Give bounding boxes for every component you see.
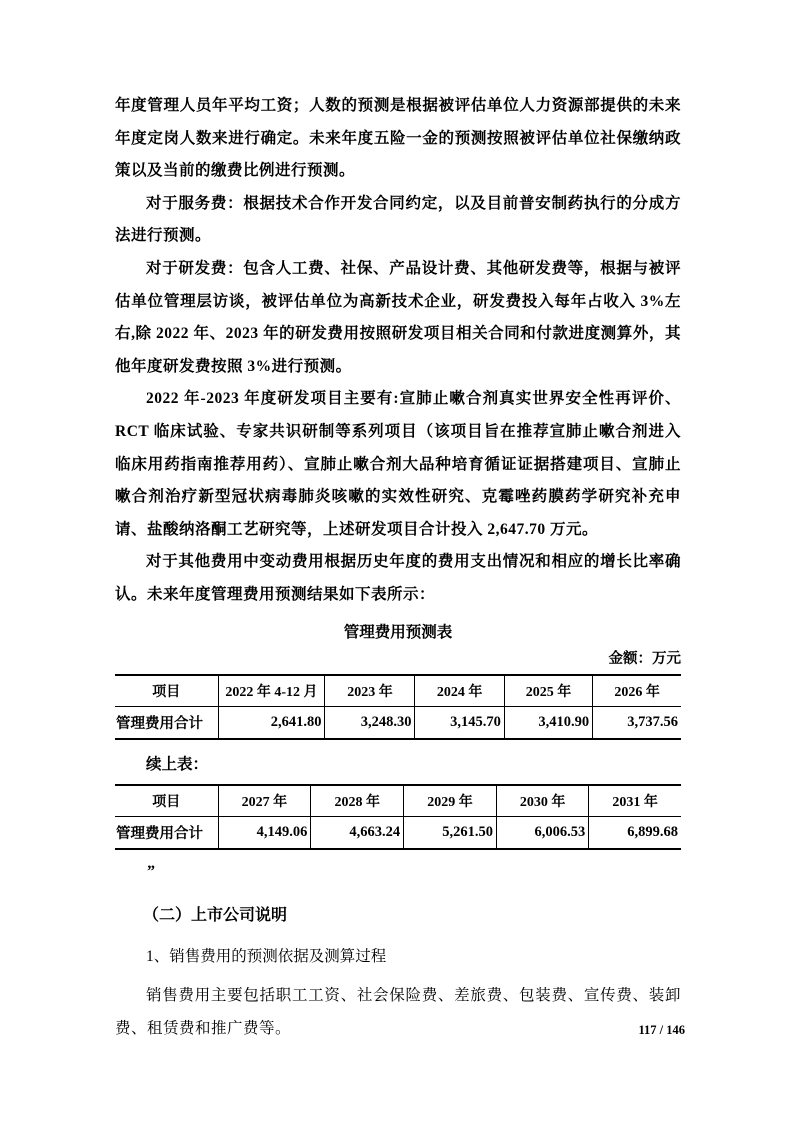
paragraph-rd-fee: 对于研发费：包含人工费、社保、产品设计费、其他研发费等，根据与被评估单位管理层访谈，被评估单位为高新技术企业，研发费投入每年占收入 3%左右,除 2022 年、2023 年的研发费用按照研发项目相关合同和付款进度测算外，其他年度研发费按照 3%进行预测。 [115,259,681,375]
table2-data-row [115,816,681,849]
paragraph-service-fee: 对于服务费：根据技术合作开发合同约定，以及目前普安制药执行的分成方法进行预测。 [115,194,681,245]
continuation-label: 续上表： [146,755,209,773]
page-content [115,90,681,1045]
table2-value-2027: 4,149.06 [218,816,311,849]
paragraph-salary-forecast: 年度管理人员年平均工资；人数的预测是根据被评估单位人力资源部提供的未来年度定岗人数来进行确定。未来年度五险一金的预测按照被评估单位社保缴纳政策以及当前的缴费比例进行预测。 [115,97,681,180]
page-number: 117 / 146 [638,1023,685,1037]
table1-header-2025: 2025 年 [504,675,592,707]
table1-value-2022: 2,641.80 [218,706,325,739]
admin-expense-forecast-table-1 [115,674,681,740]
table2-value-2029: 5,261.50 [404,816,497,849]
table2-header-2030: 2030 年 [496,785,588,817]
table2-header-row [115,785,681,817]
table2-header-item: 项目 [115,785,218,817]
table1-header-2022: 2022 年 4-12 月 [218,675,325,707]
table2-value-2030: 6,006.53 [496,816,588,849]
table-title: 管理费用预测表 [343,623,453,641]
table2-row-label: 管理费用合计 [116,825,203,842]
table1-header-2023: 2023 年 [325,675,415,707]
paragraph-rd-projects: 2022 年-2023 年度研发项目主要有:宣肺止嗽合剂真实世界安全性再评价、RCT 临床试验、专家共识研制等系列项目（该项目旨在推荐宣肺止嗽合剂进入临床用药指南推荐用药）、宣肺止嗽合剂大品种培育循证证据搭建项目、宣肺止嗽合剂治疗新型冠状病毒肺炎咳嗽的实效性研究、克霉唑药膜药学研究补充申请、盐酸纳洛酮工艺研究等，上述研发项目合计投入 2,647.70 万元。 [115,390,681,538]
table1-value-2026: 3,737.56 [593,706,681,739]
table1-header-item: 项目 [115,675,218,707]
table1-value-2024: 3,145.70 [415,706,504,739]
table1-data-row [115,706,681,739]
closing-quote-mark: ” [147,862,155,880]
table2-value-2031: 6,899.68 [589,816,681,849]
table1-header-row [115,675,681,707]
table1-header-2026: 2026 年 [593,675,681,707]
list-item-sales-expense: 1、销售费用的预测依据及测算过程 [146,947,387,965]
table2-header-2027: 2027 年 [218,785,311,817]
admin-expense-forecast-table-2 [115,784,681,850]
table2-value-2028: 4,663.24 [311,816,404,849]
unit-label: 金额：万元 [608,650,681,667]
table1-row-label: 管理费用合计 [116,715,203,732]
table2-header-2031: 2031 年 [589,785,681,817]
table2-header-2029: 2029 年 [404,785,497,817]
table1-value-2023: 3,248.30 [325,706,415,739]
paragraph-other-fee: 对于其他费用中变动费用根据历史年度的费用支出情况和相应的增长比率确认。未来年度管理费用预测结果如下表所示： [115,553,681,603]
paragraph-sales-expense: 销售费用主要包括职工工资、社会保险费、差旅费、包装费、宣传费、装卸费、租赁费和推广费等。 [115,986,681,1037]
table1-value-2025: 3,410.90 [504,706,592,739]
table2-header-2028: 2028 年 [311,785,404,817]
table1-header-2024: 2024 年 [415,675,504,707]
section-heading-listed-company: （二）上市公司说明 [143,906,288,924]
